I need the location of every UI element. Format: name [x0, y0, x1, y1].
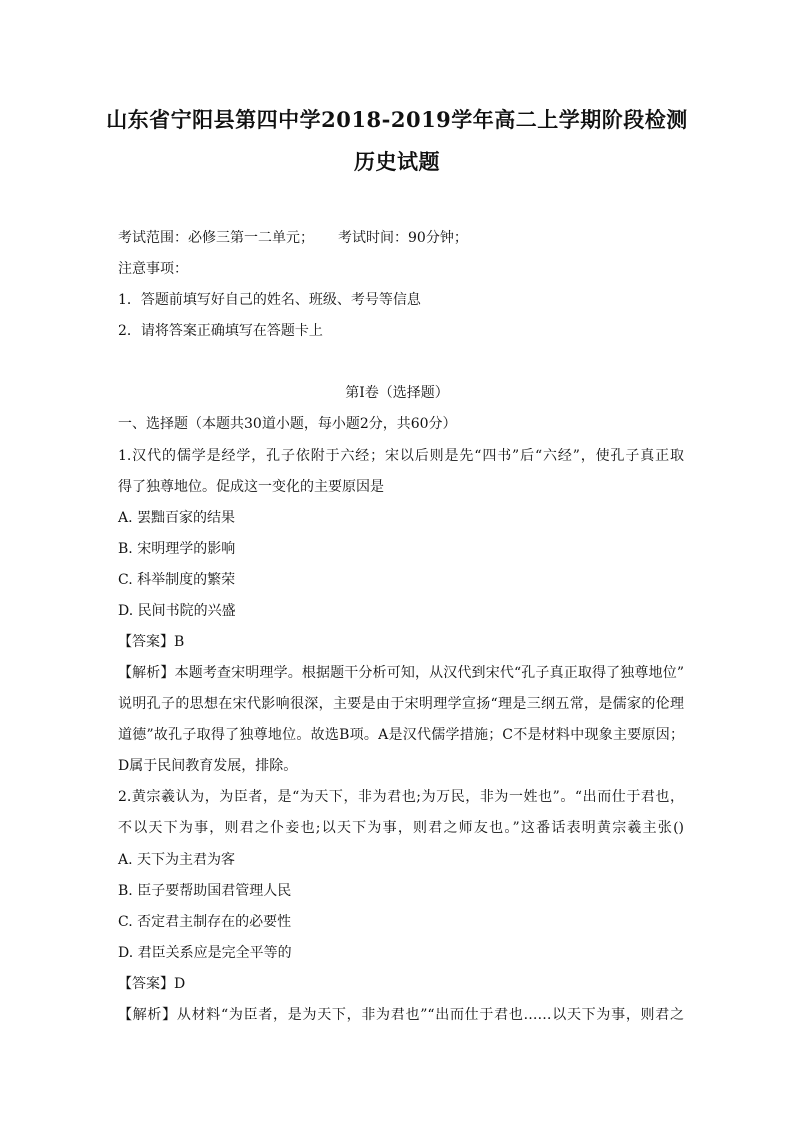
exam-info-line [118, 228, 684, 248]
exam-subtitle: 历史试题 [354, 149, 440, 174]
exam-time: 考试时间：90分钟； [338, 230, 468, 246]
answer-option: B. 臣子要帮助国君管理人民 [118, 883, 292, 899]
explanation-text: 说明孔子的思想在宋代影响很深，主要是由于宋明理学宣扬“理是三纲五常，是儒家的伦理 [118, 696, 684, 712]
answer-option: C. 科举制度的繁荣 [118, 572, 236, 588]
answer-option: B. 宋明理学的影响 [118, 541, 236, 557]
exam-title: 山东省宁阳县第四中学2018-2019学年高二上学期阶段检测 [106, 107, 688, 132]
answer-option: C. 否定君主制存在的必要性 [118, 914, 292, 930]
explanation-text: 【解析】从材料“为臣者，是为天下，非为君也”“出而仕于君也……以天下为事，则君之 [118, 1007, 684, 1023]
answer-option: A. 罢黜百家的结果 [118, 510, 236, 526]
explanation-text: 道德”故孔子取得了独尊地位。故选B项。A是汉代儒学措施；C不是材料中现象主要原因； [118, 727, 684, 743]
answer-key: 【答案】B [118, 634, 185, 650]
question-stem: 2.黄宗羲认为，为臣者，是“为天下，非为君也;为万民，非为一姓也”。“出而仕于君也， [118, 789, 684, 805]
section-title: 第I卷（选择题） [345, 385, 449, 401]
explanation-text: 【解析】本题考查宋明理学。根据题干分析可知，从汉代到宋代“孔子真正取得了独尊地位” [118, 665, 684, 681]
question-stem: 不以天下为事，则君之仆妾也;以天下为事，则君之师友也。”这番话表明黄宗羲主张() [118, 820, 684, 836]
note-item: 1．答题前填写好自己的姓名、班级、考号等信息 [118, 292, 421, 308]
explanation-text: D属于民间教育发展，排除。 [118, 758, 298, 774]
answer-option: D. 民间书院的兴盛 [118, 603, 236, 619]
exam-scope: 考试范围：必修三第一二单元； [118, 230, 314, 246]
answer-option: D. 君臣关系应是完全平等的 [118, 945, 292, 961]
answer-key: 【答案】D [118, 976, 186, 992]
answer-option: A. 天下为主君为客 [118, 852, 236, 868]
question-stem: 得了独尊地位。促成这一变化的主要原因是 [118, 479, 384, 495]
note-item: 2．请将答案正确填写在答题卡上 [118, 323, 323, 339]
question-stem: 1.汉代的儒学是经学，孔子依附于六经；宋以后则是先“四书”后“六经”，使孔子真正取 [118, 448, 684, 464]
part-heading: 一、选择题（本题共30道小题，每小题2分，共60分） [118, 416, 457, 432]
notes-heading: 注意事项： [118, 261, 188, 277]
